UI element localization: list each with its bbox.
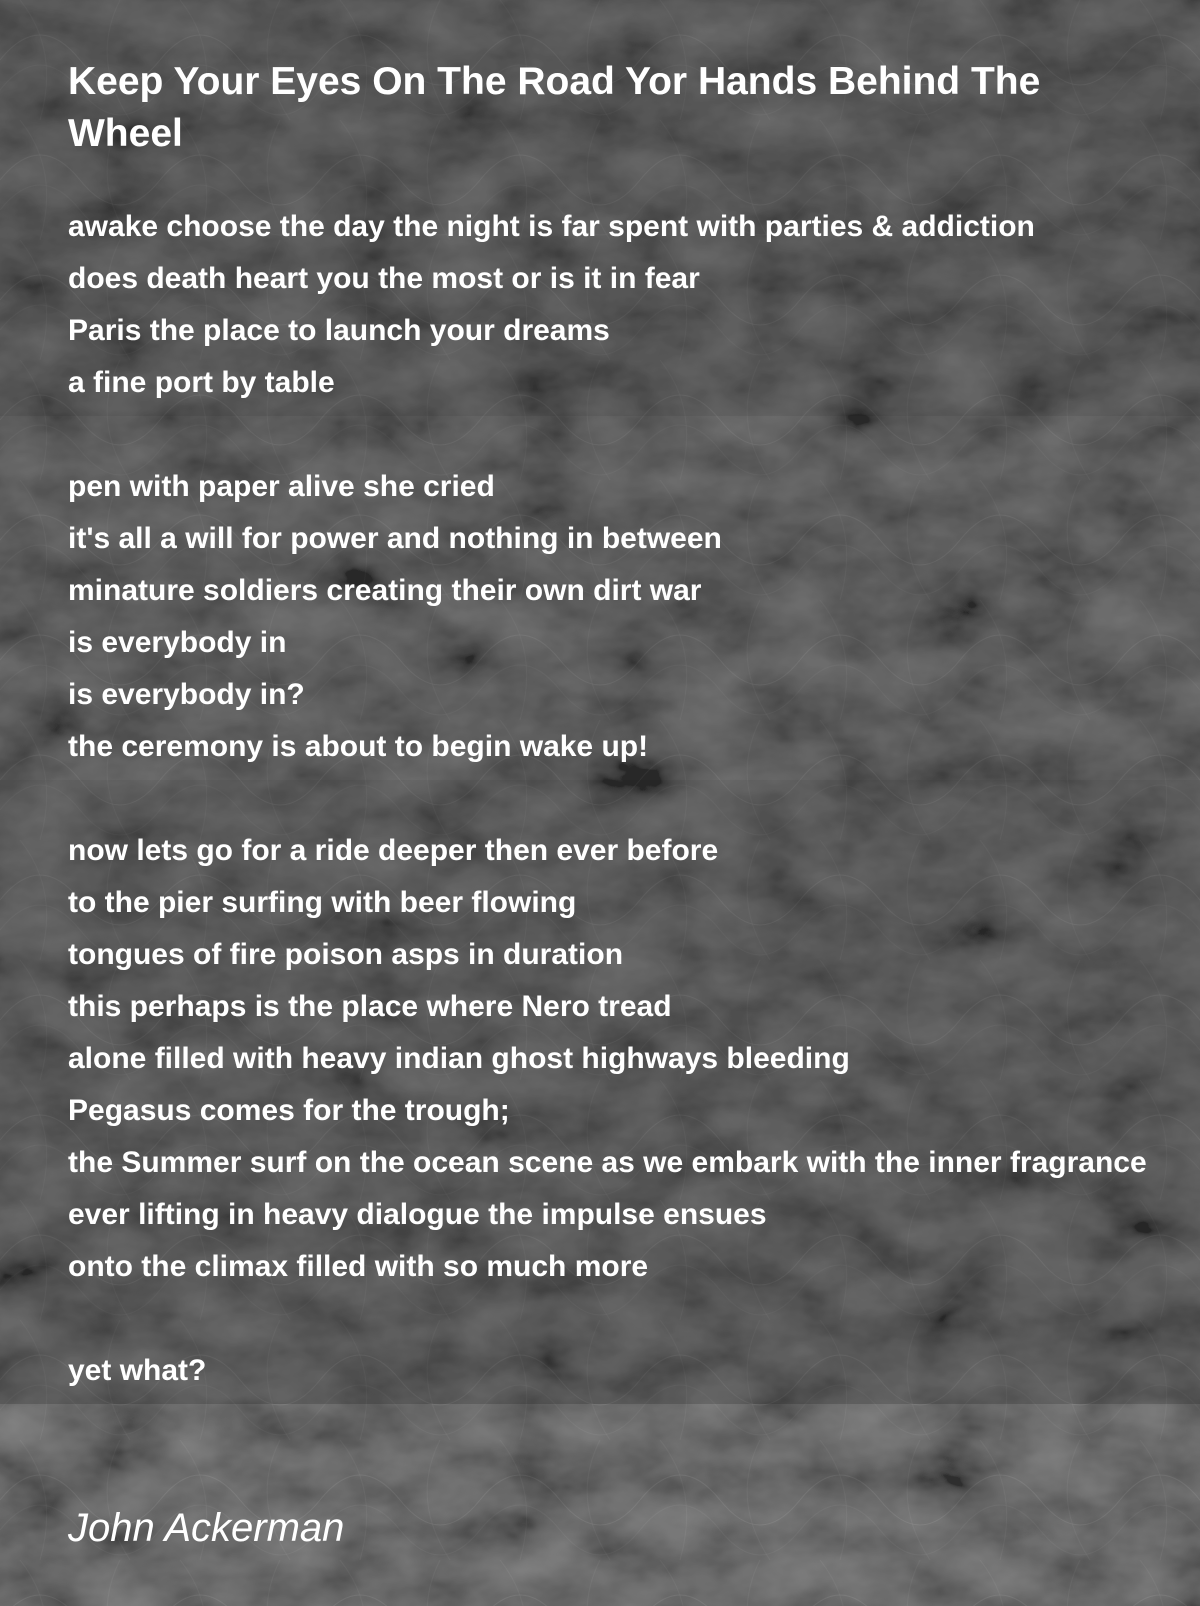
stanza-3 [68,825,1147,1293]
poem-line: is everybody in [68,626,287,659]
poem-line: pen with paper alive she cried [68,470,495,503]
poem-line: Paris the place to launch your dreams [68,314,610,347]
poem-line: a fine port by table [68,366,335,399]
poem-line: is everybody in? [68,678,305,711]
poem-line: onto the climax filled with so much more [68,1250,649,1283]
poem-line: ever lifting in heavy dialogue the impulse ensues [68,1198,767,1231]
poem-line: now lets go for a ride deeper then ever before [68,834,719,867]
stanza-1 [68,201,1035,409]
poem-line: Pegasus comes for the trough; [68,1094,510,1127]
poem-line: alone filled with heavy indian ghost highways bleeding [68,1042,850,1075]
stanza-4 [68,1345,206,1397]
poem-line: minature soldiers creating their own dirt war [68,574,702,607]
poem-line: yet what? [68,1354,207,1387]
poem-line: to the pier surfing with beer flowing [68,886,577,919]
poem-line: it's all a will for power and nothing in between [68,522,722,555]
poem-line: awake choose the day the night is far spent with parties & addiction [68,210,1035,243]
poem-line: this perhaps is the place where Nero tread [68,990,672,1023]
poem-line: does death heart you the most or is it in fear [68,262,700,295]
stanza-2 [68,461,722,773]
poem-title: Keep Your Eyes On The Road Yor Hands Behind The Wheel [68,60,1041,155]
poem-line: the ceremony is about to begin wake up! [68,730,649,763]
poem-line: the Summer surf on the ocean scene as we embark with the inner fragrance [68,1146,1147,1179]
poem-line: tongues of fire poison asps in duration [68,938,624,971]
poem-author: John Ackerman [68,1506,345,1550]
